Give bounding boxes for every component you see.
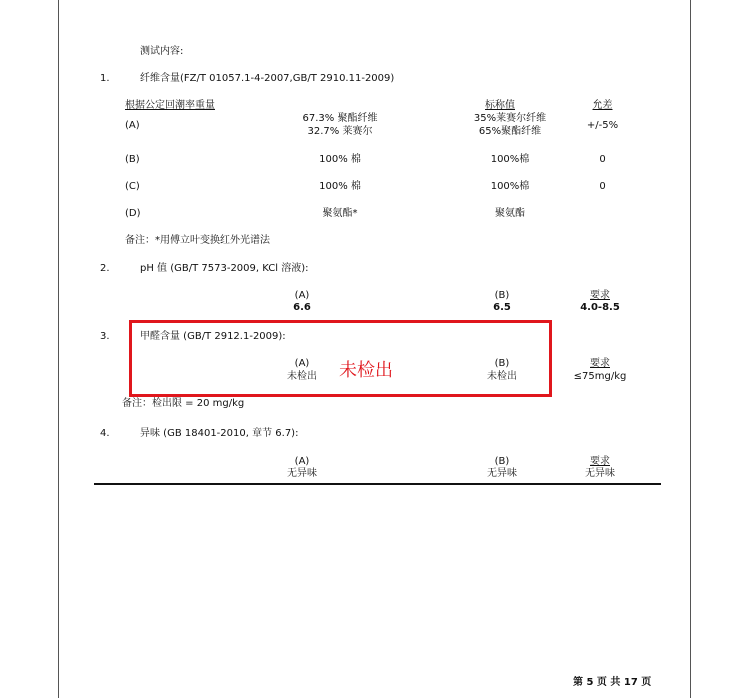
section3-a-label: (A) <box>294 358 310 369</box>
section3-a-value: 未检出 <box>287 371 317 382</box>
section4-b-label: (B) <box>494 456 510 467</box>
section4-a-label: (A) <box>294 456 310 467</box>
section1-title: 纤维含量(FZ/T 01057.1-4-2007,GB/T 2910.11-2009) <box>140 73 395 84</box>
section4-req-label: 要求 <box>590 456 610 467</box>
section1-row-a-measured-1: 67.3% 聚酯纤维 <box>302 113 378 124</box>
section1-col-tolerance: 允差 <box>592 100 613 111</box>
section1-number: 1. <box>100 73 110 84</box>
not-detected-annotation: 未检出 <box>339 360 393 381</box>
section1-row-d-measured: 聚氨酯* <box>322 208 358 219</box>
section1-row-a-label-1: 35%莱赛尔纤维 <box>473 113 547 124</box>
section1-row-c-measured: 100% 棉 <box>319 181 361 192</box>
section1-row-b-label: 100%棉 <box>490 154 530 165</box>
section4-a-value: 无异味 <box>287 468 317 479</box>
section3-note: 备注：检出限 = 20 mg/kg <box>122 398 245 409</box>
section4-number: 4. <box>100 428 110 439</box>
section2-req-label: 要求 <box>590 290 610 301</box>
section3-number: 3. <box>100 331 110 342</box>
section4-req-value: 无异味 <box>585 468 615 479</box>
section3-title: 甲醛含量 (GB/T 2912.1-2009): <box>140 331 286 342</box>
section3-b-label: (B) <box>494 358 510 369</box>
section1-row-a-tolerance: +/-5% <box>586 120 619 131</box>
section1-row-a-measured-2: 32.7% 莱赛尔 <box>307 126 373 137</box>
section1-row-b-tolerance: 0 <box>599 154 606 165</box>
section1-row-c-id: (C) <box>125 181 140 192</box>
section1-row-a-label-2: 65%聚酯纤维 <box>478 126 542 137</box>
section2-b-label: (B) <box>494 290 510 301</box>
section1-col-label: 标称值 <box>485 100 515 111</box>
section2-req-value: 4.0-8.5 <box>580 302 620 313</box>
section4-title: 异味 (GB 18401-2010, 章节 6.7): <box>140 428 299 439</box>
section3-b-value: 未检出 <box>487 371 517 382</box>
section1-row-d-label: 聚氨酯 <box>495 208 525 219</box>
section3-req-label: 要求 <box>590 358 610 369</box>
section1-row-b-id: (B) <box>125 154 140 165</box>
section2-title: pH 值 (GB/T 7573-2009, KCl 溶液): <box>140 263 309 274</box>
section2-number: 2. <box>100 263 110 274</box>
section4-b-value: 无异味 <box>487 468 517 479</box>
highlight-box <box>129 320 552 397</box>
section3-req-value: ≤75mg/kg <box>573 371 627 382</box>
section1-row-b-measured: 100% 棉 <box>319 154 361 165</box>
section1-row-d-id: (D) <box>125 208 141 219</box>
section1-col-basis: 根据公定回潮率重量 <box>125 100 215 111</box>
test-content-heading: 测试内容: <box>140 46 184 57</box>
page-number: 第 5 页 共 17 页 <box>573 677 652 688</box>
section1-row-c-tolerance: 0 <box>599 181 606 192</box>
section1-row-a-id: (A) <box>125 120 140 131</box>
section1-row-c-label: 100%棉 <box>490 181 530 192</box>
section2-a-value: 6.6 <box>293 302 311 313</box>
section1-note: 备注：*用傅立叶变换红外光谱法 <box>125 235 270 246</box>
section2-b-value: 6.5 <box>493 302 511 313</box>
section-divider <box>94 483 661 485</box>
section2-a-label: (A) <box>294 290 310 301</box>
